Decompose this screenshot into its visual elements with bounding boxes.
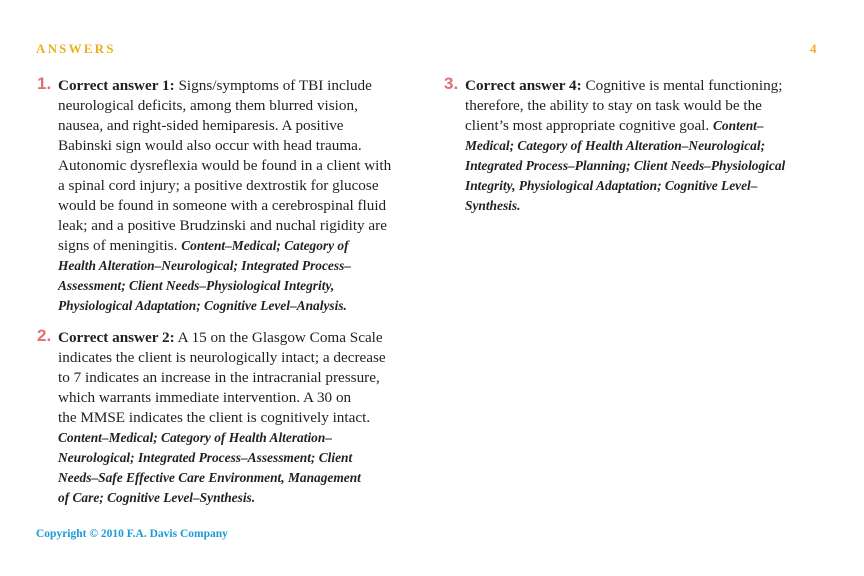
answer-line: nausea, and right-sided hemiparesis. A positive bbox=[58, 117, 344, 134]
answer-line: a spinal cord injury; a positive dextrostik for glucose bbox=[58, 177, 379, 194]
answer-line: Cognitive is mental functioning; bbox=[581, 77, 783, 94]
answer-line: the MMSE indicates the client is cognitively intact. bbox=[58, 409, 371, 426]
answer-line: indicates the client is neurologically intact; a decrease bbox=[58, 349, 386, 366]
answer-meta: Neurological; Integrated Process–Assessment; Client bbox=[58, 450, 353, 465]
answer-text bbox=[58, 328, 421, 508]
answer-line: client’s most appropriate cognitive goal. bbox=[465, 117, 713, 134]
answer-item bbox=[37, 328, 421, 508]
answer-meta: Assessment; Client Needs–Physiological Integrity, bbox=[58, 278, 335, 293]
answer-label: Correct answer 2: bbox=[58, 329, 175, 346]
answer-text bbox=[58, 76, 421, 316]
answer-number: 3. bbox=[444, 74, 459, 93]
answer-line: Autonomic dysreflexia would be found in a client with bbox=[58, 157, 392, 174]
page-number: 4 bbox=[810, 41, 817, 56]
answer-meta: Integrated Process–Planning; Client Needs–Physiological bbox=[465, 158, 786, 173]
answer-meta: Physiological Adaptation; Cognitive Level–Analysis. bbox=[58, 298, 347, 313]
answer-line: therefore, the ability to stay on task would be the bbox=[465, 97, 762, 114]
answer-meta: Needs–Safe Effective Care Environment, Management bbox=[58, 470, 361, 485]
answer-meta: Medical; Category of Health Alteration–Neurological; bbox=[465, 138, 766, 153]
answer-label: Correct answer 4: bbox=[465, 77, 582, 94]
answer-meta: of Care; Cognitive Level–Synthesis. bbox=[58, 490, 256, 505]
answer-line: A 15 on the Glasgow Coma Scale bbox=[174, 329, 383, 346]
answer-label: Correct answer 1: bbox=[58, 77, 175, 94]
answer-meta: Content– bbox=[713, 118, 764, 133]
answer-meta: Health Alteration–Neurological; Integrated Process– bbox=[58, 258, 351, 273]
answer-number: 1. bbox=[37, 74, 52, 93]
answer-meta: Content–Medical; Category of Health Alteration– bbox=[58, 430, 333, 445]
answer-line: signs of meningitis. bbox=[58, 237, 182, 254]
answer-meta: Synthesis. bbox=[465, 198, 521, 213]
answer-line: which warrants immediate intervention. A 30 on bbox=[58, 389, 352, 406]
answer-meta: Content–Medical; Category of bbox=[181, 238, 349, 253]
answer-item bbox=[37, 76, 421, 316]
section-title: ANSWERS bbox=[36, 41, 116, 56]
answer-item bbox=[444, 76, 834, 216]
answer-text bbox=[465, 76, 834, 216]
answer-line: to 7 indicates an increase in the intracranial pressure, bbox=[58, 369, 380, 386]
answer-line: Signs/symptoms of TBI include bbox=[174, 77, 372, 94]
answer-number: 2. bbox=[37, 326, 52, 345]
answer-line: would be found in someone with a cerebrospinal fluid bbox=[58, 197, 387, 214]
copyright-footer: Copyright © 2010 F.A. Davis Company bbox=[36, 528, 228, 540]
answer-line: leak; and a positive Brudzinski and nuchal rigidity are bbox=[58, 217, 387, 234]
answer-line: Babinski sign would also occur with head trauma. bbox=[58, 137, 362, 154]
answer-line: neurological deficits, among them blurred vision, bbox=[58, 97, 358, 114]
answer-meta: Integrity, Physiological Adaptation; Cognitive Level– bbox=[465, 178, 758, 193]
